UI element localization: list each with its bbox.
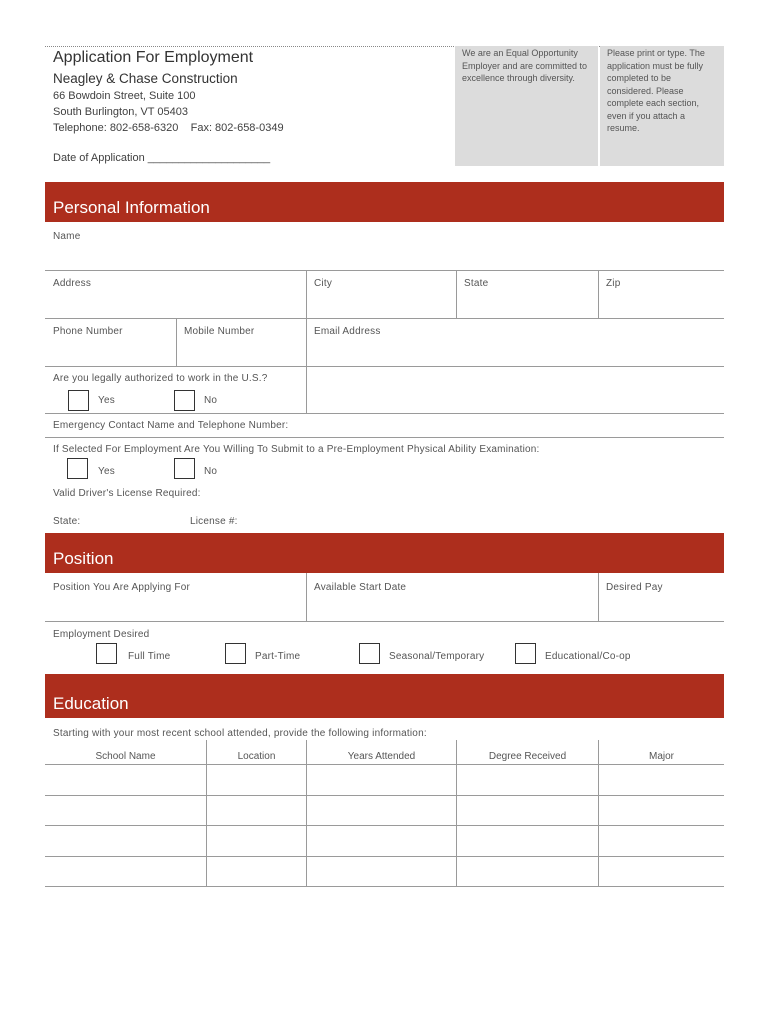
license-number-field[interactable]: License #: <box>190 516 238 527</box>
section-heading: Personal Information <box>53 198 210 217</box>
emergency-contact-field[interactable]: Emergency Contact Name and Telephone Number: <box>53 420 289 431</box>
eeo-note: We are an Equal Opportunity Employer and are committed to excellence through diversity. <box>462 48 588 83</box>
table-row[interactable] <box>45 886 724 887</box>
employment-desired-label: Employment Desired <box>53 629 150 640</box>
authorized-no-checkbox[interactable] <box>174 390 195 411</box>
educational-coop-label: Educational/Co-op <box>545 651 631 662</box>
column-header-location: Location <box>237 751 276 762</box>
zip-field[interactable]: Zip <box>606 278 621 289</box>
desired-pay-field[interactable]: Desired Pay <box>606 582 663 593</box>
physical-exam-question: If Selected For Employment Are You Willing To Submit to a Pre-Employment Physical Ability Examination: <box>53 444 540 455</box>
available-start-date-field[interactable]: Available Start Date <box>314 582 407 593</box>
authorized-yes-label: Yes <box>98 395 115 406</box>
section-education <box>45 674 724 718</box>
education-instruction: Starting with your most recent school attended, provide the following information: <box>53 728 427 739</box>
physical-yes-checkbox[interactable] <box>67 458 88 479</box>
section-personal-information <box>45 182 724 222</box>
company-phone-fax: Telephone: 802-658-6320 Fax: 802-658-0349 <box>53 122 284 134</box>
table-row[interactable] <box>45 764 724 765</box>
physical-yes-label: Yes <box>98 466 115 477</box>
instructions-box <box>600 46 724 166</box>
authorized-yes-checkbox[interactable] <box>68 390 89 411</box>
instructions-note: Please print or type. The application must be fully completed to be considered. Please complete each section, even if you attach a resume. <box>607 48 705 133</box>
table-row[interactable] <box>45 825 724 826</box>
company-name: Neagley & Chase Construction <box>53 71 238 86</box>
drivers-license-question: Valid Driver's License Required: <box>53 488 201 499</box>
license-state-field[interactable]: State: <box>53 516 81 527</box>
table-row[interactable] <box>45 856 724 857</box>
section-heading: Position <box>53 549 114 568</box>
part-time-checkbox[interactable] <box>225 643 246 664</box>
city-field[interactable]: City <box>314 278 333 289</box>
column-header-degree-received: Degree Received <box>488 751 567 762</box>
seasonal-temporary-checkbox[interactable] <box>359 643 380 664</box>
table-row[interactable] <box>45 795 724 796</box>
full-time-checkbox[interactable] <box>96 643 117 664</box>
section-heading: Education <box>53 694 129 713</box>
form-title: Application For Employment <box>53 49 254 66</box>
column-header-school-name: School Name <box>95 751 156 762</box>
educational-coop-checkbox[interactable] <box>515 643 536 664</box>
address-field[interactable]: Address <box>53 278 92 289</box>
eeo-note-box <box>455 46 598 166</box>
work-authorization-question: Are you legally authorized to work in the U.S.? <box>53 373 268 384</box>
physical-no-checkbox[interactable] <box>174 458 195 479</box>
company-address-line2: South Burlington, VT 05403 <box>53 106 188 118</box>
state-field[interactable]: State <box>464 278 489 289</box>
date-of-application[interactable]: Date of Application ____________________ <box>53 152 271 164</box>
section-position <box>45 533 724 573</box>
phone-number-field[interactable]: Phone Number <box>53 326 123 337</box>
column-header-major: Major <box>648 751 674 762</box>
part-time-label: Part-Time <box>255 651 301 662</box>
seasonal-temporary-label: Seasonal/Temporary <box>389 651 485 662</box>
physical-no-label: No <box>204 466 218 477</box>
column-header-years-attended: Years Attended <box>347 751 416 762</box>
email-address-field[interactable]: Email Address <box>314 326 381 337</box>
position-applying-for-field[interactable]: Position You Are Applying For <box>53 582 191 593</box>
name-field[interactable]: Name <box>53 231 81 242</box>
company-address-line1: 66 Bowdoin Street, Suite 100 <box>53 90 196 102</box>
mobile-number-field[interactable]: Mobile Number <box>184 326 255 337</box>
full-time-label: Full Time <box>128 651 171 662</box>
authorized-no-label: No <box>204 395 218 406</box>
